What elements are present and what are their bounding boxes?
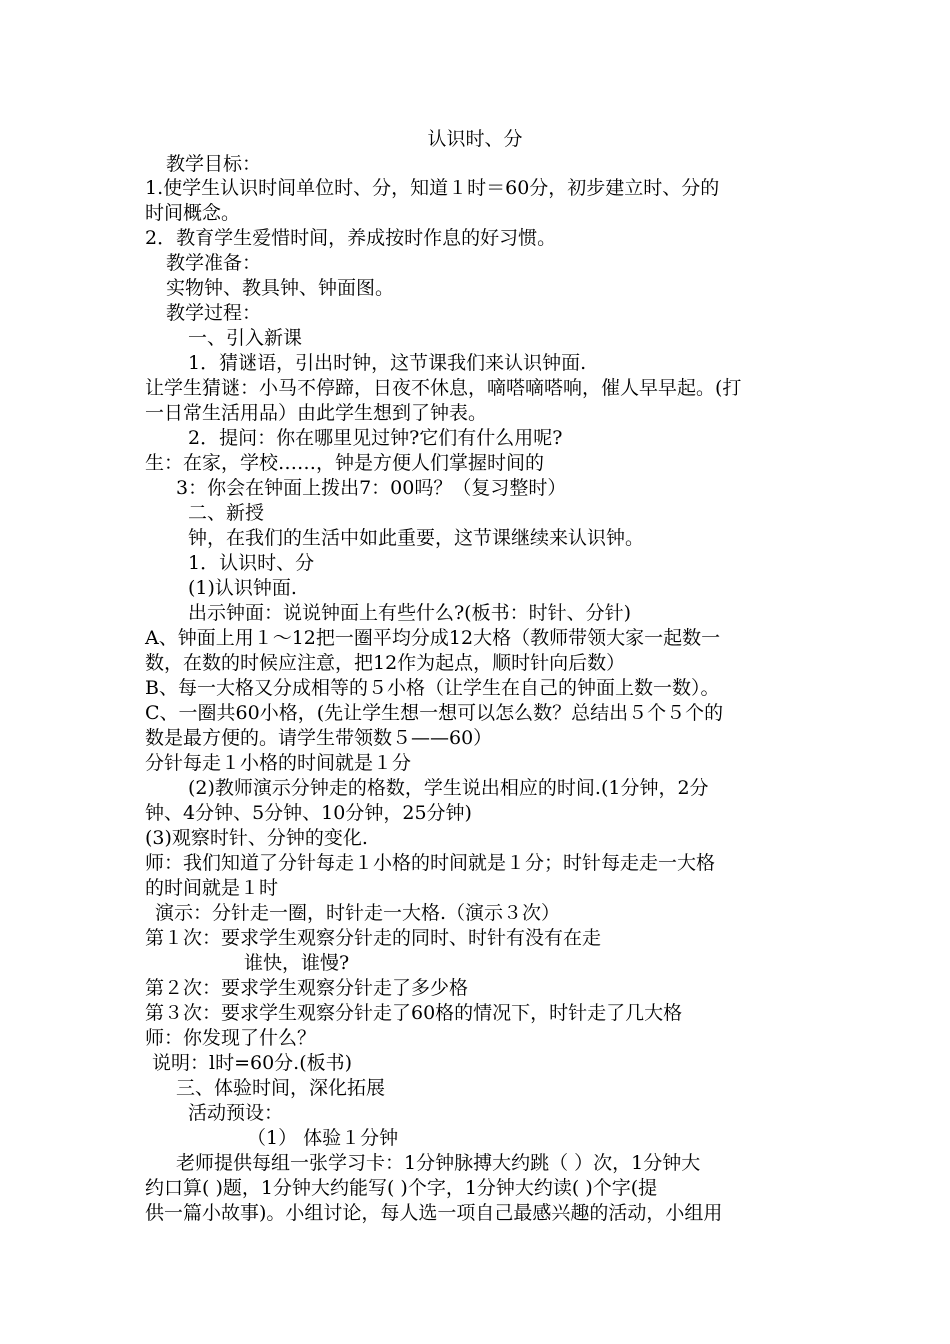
text-line: 钟，在我们的生活中如此重要，这节课继续来认识钟。 bbox=[188, 527, 645, 549]
text-line: 演示：分针走一圈，时针走一大格.（演示３次） bbox=[155, 902, 561, 924]
document-title: 认识时、分 bbox=[427, 128, 523, 150]
text-line: 数是最方便的。请学生带领数５——60） bbox=[145, 727, 493, 749]
text-line: 老师提供每组一张学习卡：1分钟脉搏大约跳（ ）次，1分钟大 bbox=[176, 1152, 701, 1174]
text-line: 教学过程： bbox=[166, 302, 262, 324]
text-line: 钟、4分钟、5分钟、10分钟，25分钟) bbox=[145, 802, 472, 824]
text-line: 1．猜谜语，引出时钟，这节课我们来认识钟面. bbox=[188, 352, 587, 374]
text-line: 数，在数的时候应注意，把12作为起点，顺时针向后数） bbox=[145, 652, 626, 674]
text-line: 约口算( )题，1分钟大约能写( )个字，1分钟大约读( )个字(提 bbox=[145, 1177, 658, 1199]
text-line: (3)观察时针、分钟的变化. bbox=[145, 827, 368, 849]
text-line: 一、引入新课 bbox=[188, 327, 303, 349]
text-line: (2)教师演示分钟走的格数，学生说出相应的时间.(1分钟，2分 bbox=[188, 777, 709, 799]
text-line: 实物钟、教具钟、钟面图。 bbox=[166, 277, 395, 299]
text-line: 教学目标： bbox=[166, 153, 262, 175]
text-line: 3：你会在钟面上拨出7：00吗？（复习整时） bbox=[176, 477, 567, 499]
text-line: 一日常生活用品）由此学生想到了钟表。 bbox=[145, 402, 488, 424]
text-line: A、钟面上用１～12把一圈平均分成12大格（教师带领大家一起数一 bbox=[145, 627, 721, 649]
text-line: 活动预设： bbox=[188, 1102, 284, 1124]
text-line: 生：在家，学校……，钟是方便人们掌握时间的 bbox=[145, 452, 545, 474]
text-line: 教学准备： bbox=[166, 252, 262, 274]
text-line: 让学生猜谜：小马不停蹄，日夜不休息，嘀嗒嘀嗒响，催人早早起。(打 bbox=[145, 377, 742, 399]
text-line: 第１次：要求学生观察分针走的同时、时针有没有在走 bbox=[145, 927, 602, 949]
text-line: C、一圈共60小格，(先让学生想一想可以怎么数？总结出５个５个的 bbox=[145, 702, 724, 724]
text-line: 出示钟面：说说钟面上有些什么?(板书：时针、分针) bbox=[188, 602, 632, 624]
text-line: 说明：l时=60分.(板书) bbox=[152, 1052, 353, 1074]
text-line: 1．认识时、分 bbox=[188, 552, 315, 574]
text-line: 2．提问：你在哪里见过钟?它们有什么用呢? bbox=[188, 427, 563, 449]
text-line: 的时间就是１时 bbox=[145, 877, 279, 899]
text-line: 第２次：要求学生观察分针走了多少格 bbox=[145, 977, 469, 999]
text-line: 时间概念。 bbox=[145, 202, 241, 224]
text-line: 师：我们知道了分针每走１小格的时间就是１分；时针每走走一大格 bbox=[145, 852, 716, 874]
text-line: 二、新授 bbox=[188, 502, 265, 524]
text-line: 师：你发现了什么？ bbox=[145, 1027, 317, 1049]
text-line: B、每一大格又分成相等的５小格（让学生在自己的钟面上数一数）。 bbox=[145, 677, 720, 699]
text-line: 2．教育学生爱惜时间，养成按时作息的好习惯。 bbox=[145, 227, 557, 249]
text-line: 三、体验时间，深化拓展 bbox=[176, 1077, 386, 1099]
text-line: 谁快，谁慢? bbox=[244, 952, 350, 974]
text-line: 分针每走１小格的时间就是１分 bbox=[145, 752, 412, 774]
text-line: 1.使学生认识时间单位时、分，知道１时＝60分，初步建立时、分的 bbox=[145, 177, 720, 199]
text-line: (1)认识钟面. bbox=[188, 577, 297, 599]
text-line: （1） 体验１分钟 bbox=[247, 1127, 399, 1149]
text-line: 供一篇小故事)。小组讨论，每人选一项自己最感兴趣的活动，小组用 bbox=[145, 1202, 723, 1224]
text-line: 第３次：要求学生观察分针走了60格的情况下，时针走了几大格 bbox=[145, 1002, 683, 1024]
